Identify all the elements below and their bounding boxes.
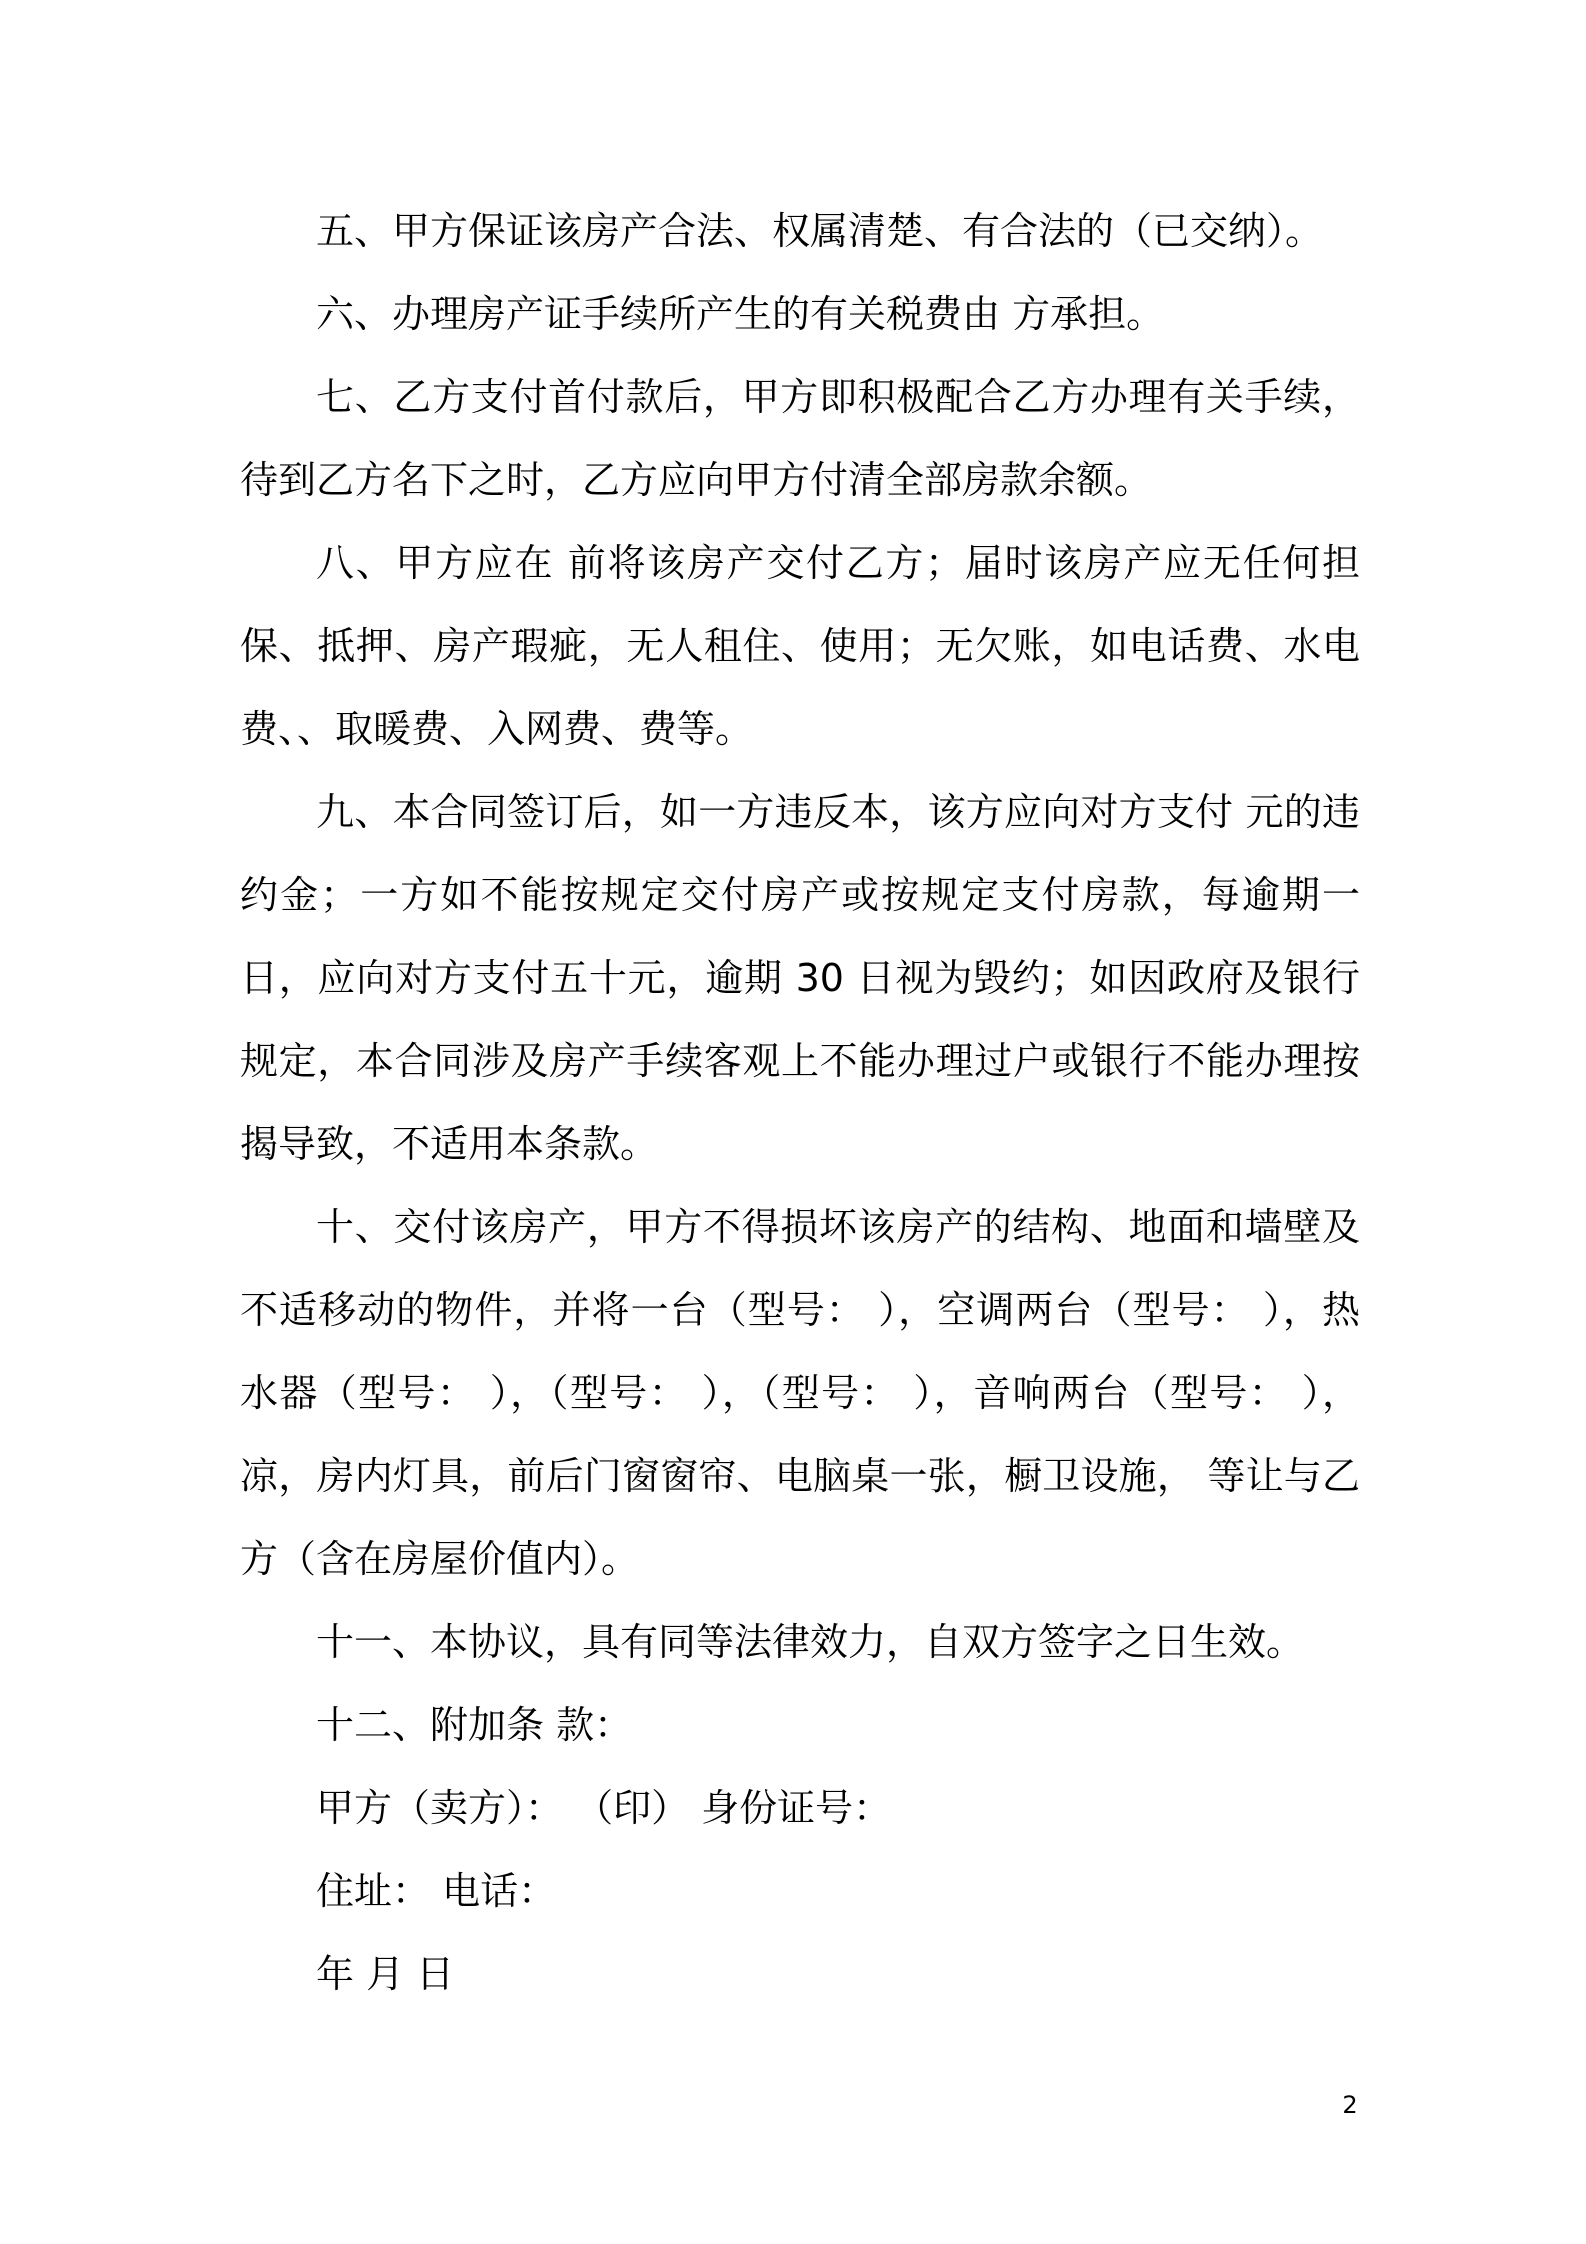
seller-signature-line: 甲方（卖方）： （印） 身份证号：: [316, 1786, 892, 1830]
clause-9: 九、本合同签订后，如一方违反本，该方应向对方支付 元的违约金；一方如不能按规定交付房产或按规定支付房款，每逾期一日，应向对方支付五十元，逾期 30 日视为毁约；如因政府及银行规定，本合同涉及房产手续客观上不能办理过户或银行不能办理按揭导致，不适用本条款。: [240, 790, 1360, 1166]
document-body: [240, 190, 1360, 2016]
clause-7: 七、乙方支付首付款后，甲方即积极配合乙方办理有关手续，待到乙方名下之时，乙方应向甲方付清全部房款余额。: [240, 375, 1360, 502]
clause-6: 六、办理房产证手续所产生的有关税费由 方承担。: [316, 292, 1165, 336]
date-line: 年 月 日: [316, 1952, 455, 1996]
clause-5: 五、甲方保证该房产合法、权属清楚、有合法的（已交纳）。: [316, 209, 1324, 253]
page-number: 2: [1342, 2091, 1358, 2119]
clause-12: 十二、附加条 款：: [316, 1703, 633, 1747]
address-phone-line: 住址： 电话：: [316, 1869, 557, 1913]
clause-8: 八、甲方应在 前将该房产交付乙方；届时该房产应无任何担保、抵押、房产瑕疵，无人租住、使用；无欠账，如电话费、水电费、、取暖费、入网费、费等。: [240, 541, 1360, 751]
clause-10: 十、交付该房产，甲方不得损坏该房产的结构、地面和墙壁及不适移动的物件，并将一台（型号： ），空调两台（型号： ），热水器（型号： ），（型号： ），（型号： ），音响两台（型号： ），凉，房内灯具，前后门窗窗帘、电脑桌一张，橱卫设施， 等让与乙方（含在房屋价值内）。: [240, 1205, 1360, 1581]
clause-11: 十一、本协议，具有同等法律效力，自双方签字之日生效。: [316, 1620, 1305, 1664]
